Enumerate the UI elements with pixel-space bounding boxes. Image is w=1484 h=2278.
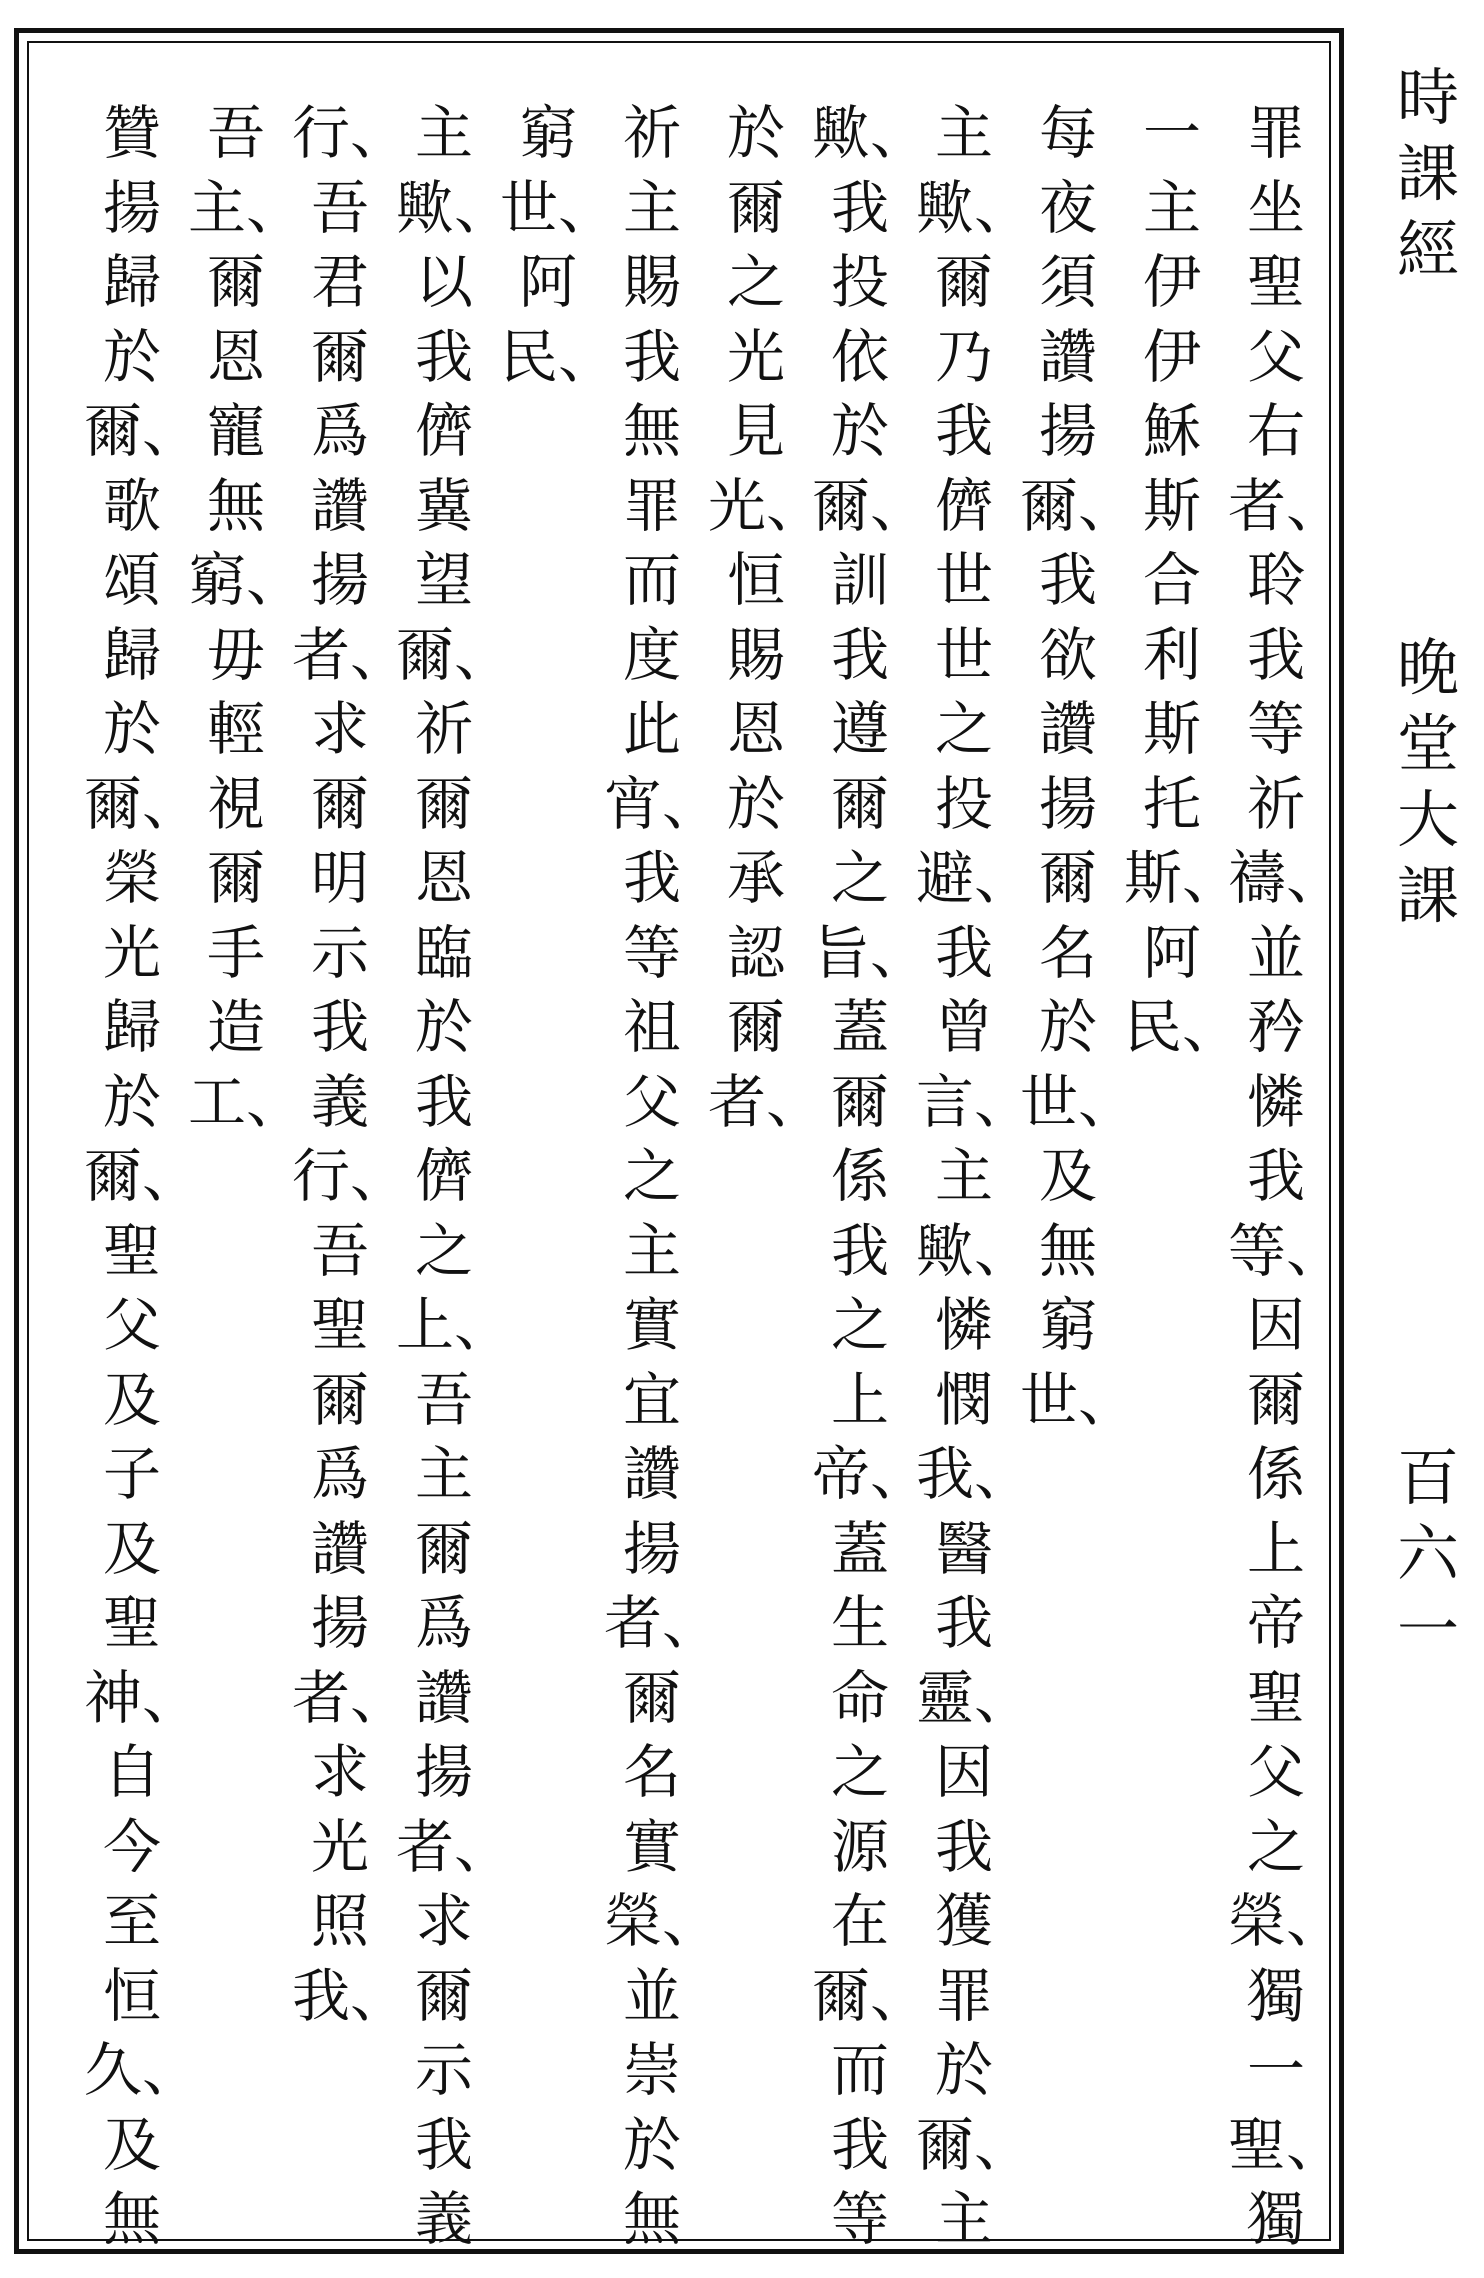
- glyph: 求: [310, 1738, 369, 1806]
- glyph: 者、: [292, 1663, 409, 1732]
- glyph: 爾: [830, 1067, 889, 1136]
- glyph: 爾、: [396, 620, 513, 689]
- glyph: 阿: [518, 248, 577, 316]
- glyph: 歟、: [916, 173, 1033, 242]
- glyph: 源: [830, 1812, 889, 1881]
- glyph: 我: [830, 173, 889, 242]
- glyph: 歟、: [916, 1216, 1033, 1285]
- glyph: 無: [1038, 1216, 1097, 1285]
- glyph: 時: [1396, 61, 1459, 134]
- glyph: 爾: [726, 173, 785, 242]
- glyph: 世: [934, 620, 993, 689]
- glyph: 大: [1396, 783, 1459, 856]
- glyph: 崇: [622, 2036, 681, 2104]
- glyph: 父: [1246, 1738, 1305, 1806]
- glyph: 主: [934, 99, 993, 167]
- glyph: 今: [102, 1812, 161, 1881]
- glyph: 祈: [414, 695, 473, 763]
- glyph: 儕: [414, 1142, 473, 1210]
- glyph: 揚: [310, 1589, 369, 1657]
- glyph: 爾: [414, 1514, 473, 1583]
- glyph: 義: [310, 1067, 369, 1136]
- glyph: 每: [1038, 99, 1097, 167]
- glyph: 於: [414, 993, 473, 1061]
- glyph: 至: [102, 1887, 161, 1955]
- glyph: 儕: [934, 471, 993, 540]
- glyph: 課: [1396, 859, 1459, 932]
- glyph: 光: [310, 1812, 369, 1881]
- glyph: 言、: [916, 1067, 1033, 1136]
- glyph: 義: [414, 2185, 473, 2253]
- glyph: 靈、: [916, 1663, 1033, 1732]
- glyph: 窮: [1038, 1291, 1097, 1359]
- margin-page-number: [1384, 1440, 1472, 1668]
- glyph: 揚: [414, 1738, 473, 1806]
- glyph: 須: [1038, 248, 1097, 316]
- glyph: 吾: [206, 99, 265, 167]
- glyph: 旨、: [812, 918, 929, 987]
- glyph: 者、: [708, 1067, 825, 1136]
- glyph: 歸: [102, 248, 161, 316]
- glyph: 揚: [310, 546, 369, 614]
- glyph: 而: [622, 546, 681, 614]
- glyph: 獲: [934, 1887, 993, 1955]
- glyph: 我: [414, 322, 473, 391]
- glyph: 上: [1246, 1514, 1305, 1583]
- glyph: 投: [830, 248, 889, 316]
- glyph: 於: [726, 769, 785, 838]
- glyph: 者、: [1228, 471, 1345, 540]
- glyph: 曾: [934, 993, 993, 1061]
- glyph: 罪: [934, 1961, 993, 2030]
- glyph: 主: [414, 99, 473, 167]
- glyph: 神、: [84, 1663, 201, 1732]
- glyph: 主: [1142, 173, 1201, 242]
- glyph: 爾: [934, 248, 993, 316]
- glyph: 之: [1246, 1812, 1305, 1881]
- glyph: 在: [830, 1887, 889, 1955]
- glyph: 及: [102, 1365, 161, 1434]
- glyph: 我: [622, 844, 681, 912]
- glyph: 名: [622, 1738, 681, 1806]
- glyph: 窮: [518, 99, 577, 167]
- glyph: 明: [310, 844, 369, 912]
- glyph: 爾: [1038, 844, 1097, 912]
- glyph: 實: [622, 1812, 681, 1881]
- glyph: 榮、: [604, 1887, 721, 1955]
- glyph: 榮: [102, 844, 161, 912]
- glyph: 遵: [830, 695, 889, 763]
- glyph: 憐: [1246, 1067, 1305, 1136]
- glyph: 夜: [1038, 173, 1097, 242]
- glyph: 恒: [726, 546, 785, 614]
- glyph: 我: [414, 1067, 473, 1136]
- glyph: 伊: [1142, 248, 1201, 316]
- glyph: 爾、: [812, 471, 929, 540]
- glyph: 世、: [500, 173, 617, 242]
- glyph: 子: [102, 1440, 161, 1508]
- glyph: 經: [1396, 213, 1459, 286]
- glyph: 讚: [1038, 695, 1097, 763]
- glyph: 求: [414, 1887, 473, 1955]
- text-column: [812, 96, 929, 2257]
- glyph: 君: [310, 248, 369, 316]
- glyph: 罪: [622, 471, 681, 540]
- glyph: 獨: [1246, 2185, 1305, 2253]
- glyph: 爾、: [812, 1961, 929, 2030]
- glyph: 爾、: [84, 397, 201, 465]
- glyph: 爾: [414, 1961, 473, 2030]
- glyph: 無: [622, 397, 681, 465]
- glyph: 爾: [206, 248, 265, 316]
- glyph: 之: [830, 844, 889, 912]
- glyph: 右: [1246, 397, 1305, 465]
- glyph: 民、: [1124, 993, 1241, 1061]
- glyph: 及: [102, 2110, 161, 2179]
- glyph: 賜: [622, 248, 681, 316]
- glyph: 一: [1396, 1593, 1459, 1666]
- glyph: 並: [1246, 918, 1305, 987]
- glyph: 吾: [310, 1216, 369, 1285]
- glyph: 恩: [206, 322, 265, 391]
- glyph: 我: [830, 620, 889, 689]
- glyph: 堂: [1396, 707, 1459, 780]
- glyph: 恒: [102, 1961, 161, 2030]
- glyph: 憫: [934, 1365, 993, 1434]
- text-column: [1020, 96, 1137, 1437]
- glyph: 示: [414, 2036, 473, 2104]
- glyph: 無: [102, 2185, 161, 2253]
- glyph: 主: [934, 2185, 993, 2253]
- glyph: 爾、: [84, 769, 201, 838]
- glyph: 祈: [1246, 769, 1305, 838]
- glyph: 聖: [1246, 1663, 1305, 1732]
- text-column: [396, 96, 513, 2257]
- text-column: [708, 96, 825, 1139]
- glyph: 民、: [500, 322, 617, 391]
- glyph: 於: [1038, 993, 1097, 1061]
- glyph: 認: [726, 918, 785, 987]
- glyph: 上、: [396, 1291, 513, 1359]
- glyph: 爾: [206, 844, 265, 912]
- glyph: 爾: [830, 769, 889, 838]
- glyph: 主: [414, 1440, 473, 1508]
- margin-book-title: [1384, 60, 1472, 288]
- glyph: 者、: [396, 1812, 513, 1881]
- glyph: 利: [1142, 620, 1201, 689]
- glyph: 托: [1142, 769, 1201, 838]
- glyph: 光、: [708, 471, 825, 540]
- glyph: 於: [934, 2036, 993, 2104]
- glyph: 蓋: [830, 1514, 889, 1583]
- text-column: [604, 96, 721, 2257]
- glyph: 讚: [622, 1440, 681, 1508]
- text-column: [1228, 96, 1345, 2257]
- glyph: 投: [934, 769, 993, 838]
- glyph: 見: [726, 397, 785, 465]
- glyph: 爾、: [916, 2110, 1033, 2179]
- glyph: 爾、: [1020, 471, 1137, 540]
- glyph: 等: [1246, 695, 1305, 763]
- glyph: 於: [102, 1067, 161, 1136]
- glyph: 斯: [1142, 695, 1201, 763]
- glyph: 爾: [1246, 1365, 1305, 1434]
- glyph: 揚: [622, 1514, 681, 1583]
- glyph: 聆: [1246, 546, 1305, 614]
- glyph: 聖、: [1228, 2110, 1345, 2179]
- glyph: 六: [1396, 1517, 1459, 1590]
- glyph: 久、: [84, 2036, 201, 2104]
- glyph: 於: [830, 397, 889, 465]
- glyph: 求: [310, 695, 369, 763]
- glyph: 望: [414, 546, 473, 614]
- glyph: 我: [934, 1812, 993, 1881]
- glyph: 揚: [1038, 397, 1097, 465]
- glyph: 及: [102, 1514, 161, 1583]
- glyph: 等: [830, 2185, 889, 2253]
- glyph: 祖: [622, 993, 681, 1061]
- glyph: 無: [206, 471, 265, 540]
- glyph: 贊: [102, 99, 161, 167]
- glyph: 百: [1396, 1441, 1459, 1514]
- glyph: 我: [934, 1589, 993, 1657]
- glyph: 之: [414, 1216, 473, 1285]
- glyph: 命: [830, 1663, 889, 1732]
- glyph: 主: [622, 1216, 681, 1285]
- glyph: 歸: [102, 993, 161, 1061]
- glyph: 賜: [726, 620, 785, 689]
- glyph: 我、: [292, 1961, 409, 2030]
- glyph: 一: [1142, 99, 1201, 167]
- glyph: 主、: [188, 173, 305, 242]
- glyph: 之: [830, 1738, 889, 1806]
- glyph: 之: [830, 1291, 889, 1359]
- glyph: 儕: [414, 397, 473, 465]
- glyph: 係: [830, 1142, 889, 1210]
- glyph: 此: [622, 695, 681, 763]
- glyph: 世: [934, 546, 993, 614]
- glyph: 承: [726, 844, 785, 912]
- glyph: 讚: [414, 1663, 473, 1732]
- glyph: 宵、: [604, 769, 721, 838]
- glyph: 一: [1246, 2036, 1305, 2104]
- glyph: 憐: [934, 1291, 993, 1359]
- glyph: 欲: [1038, 620, 1097, 689]
- glyph: 爾: [622, 1663, 681, 1732]
- glyph: 獨: [1246, 1961, 1305, 2030]
- glyph: 歟、: [812, 99, 929, 167]
- glyph: 揚: [102, 173, 161, 242]
- glyph: 我: [1246, 1142, 1305, 1210]
- glyph: 爲: [414, 1589, 473, 1657]
- glyph: 爲: [310, 397, 369, 465]
- glyph: 行、: [292, 1142, 409, 1210]
- glyph: 恩: [726, 695, 785, 763]
- glyph: 醫: [934, 1514, 993, 1583]
- glyph: 歸: [102, 620, 161, 689]
- glyph: 視: [206, 769, 265, 838]
- glyph: 窮、: [188, 546, 305, 614]
- margin-section-title: [1384, 630, 1472, 934]
- glyph: 上: [830, 1365, 889, 1434]
- glyph: 依: [830, 322, 889, 391]
- glyph: 父: [102, 1291, 161, 1359]
- glyph: 之: [622, 1142, 681, 1210]
- glyph: 度: [622, 620, 681, 689]
- glyph: 我: [830, 2110, 889, 2179]
- glyph: 頌: [102, 546, 161, 614]
- glyph: 父: [622, 1067, 681, 1136]
- glyph: 之: [726, 248, 785, 316]
- text-column: [292, 96, 409, 2033]
- glyph: 及: [1038, 1142, 1097, 1210]
- glyph: 工、: [188, 1067, 305, 1136]
- glyph: 聖: [102, 1216, 161, 1285]
- glyph: 爾: [310, 769, 369, 838]
- glyph: 讚: [1038, 322, 1097, 391]
- glyph: 歟、: [396, 173, 513, 242]
- glyph: 避、: [916, 844, 1033, 912]
- glyph: 宜: [622, 1365, 681, 1434]
- glyph: 我: [622, 322, 681, 391]
- glyph: 無: [622, 2185, 681, 2253]
- glyph: 等: [622, 918, 681, 987]
- glyph: 臨: [414, 918, 473, 987]
- glyph: 生: [830, 1589, 889, 1657]
- glyph: 帝: [1246, 1589, 1305, 1657]
- text-column: [84, 96, 201, 2257]
- text-column: [500, 96, 617, 394]
- glyph: 恩: [414, 844, 473, 912]
- glyph: 而: [830, 2036, 889, 2104]
- glyph: 爾: [310, 1365, 369, 1434]
- glyph: 罪: [1246, 99, 1305, 167]
- glyph: 行、: [292, 99, 409, 167]
- glyph: 吾: [310, 173, 369, 242]
- glyph: 於: [102, 695, 161, 763]
- glyph: 以: [414, 248, 473, 316]
- glyph: 世、: [1020, 1067, 1137, 1136]
- glyph: 乃: [934, 322, 993, 391]
- text-column: [1124, 96, 1241, 1065]
- glyph: 於: [102, 322, 161, 391]
- glyph: 寵: [206, 397, 265, 465]
- text-column: [188, 96, 305, 1139]
- glyph: 主: [934, 1142, 993, 1210]
- glyph: 我、: [916, 1440, 1033, 1508]
- glyph: 我: [414, 2110, 473, 2179]
- glyph: 我: [934, 918, 993, 987]
- glyph: 禱、: [1228, 844, 1345, 912]
- glyph: 榮、: [1228, 1887, 1345, 1955]
- glyph: 聖: [1246, 248, 1305, 316]
- glyph: 實: [622, 1291, 681, 1359]
- glyph: 我: [934, 397, 993, 465]
- glyph: 課: [1396, 137, 1459, 210]
- glyph: 我: [830, 1216, 889, 1285]
- glyph: 我: [310, 993, 369, 1061]
- glyph: 者、: [604, 1589, 721, 1657]
- glyph: 歌: [102, 471, 161, 540]
- glyph: 之: [934, 695, 993, 763]
- glyph: 斯、: [1124, 844, 1241, 912]
- glyph: 晚: [1396, 631, 1459, 704]
- glyph: 輕: [206, 695, 265, 763]
- glyph: 穌: [1142, 397, 1201, 465]
- glyph: 聖: [310, 1291, 369, 1359]
- glyph: 蓋: [830, 993, 889, 1061]
- glyph: 手: [206, 918, 265, 987]
- glyph: 造: [206, 993, 265, 1061]
- glyph: 合: [1142, 546, 1201, 614]
- glyph: 帝、: [812, 1440, 929, 1508]
- glyph: 於: [622, 2110, 681, 2179]
- glyph: 示: [310, 918, 369, 987]
- glyph: 爾、: [84, 1142, 201, 1210]
- glyph: 世、: [1020, 1365, 1137, 1434]
- glyph: 矜: [1246, 993, 1305, 1061]
- glyph: 父: [1246, 322, 1305, 391]
- glyph: 爲: [310, 1440, 369, 1508]
- glyph: 等、: [1228, 1216, 1345, 1285]
- glyph: 毋: [206, 620, 265, 689]
- glyph: 光: [726, 322, 785, 391]
- glyph: 因: [1246, 1291, 1305, 1359]
- glyph: 斯: [1142, 471, 1201, 540]
- glyph: 並: [622, 1961, 681, 2030]
- glyph: 伊: [1142, 322, 1201, 391]
- glyph: 冀: [414, 471, 473, 540]
- glyph: 讚: [310, 471, 369, 540]
- glyph: 坐: [1246, 173, 1305, 242]
- glyph: 訓: [830, 546, 889, 614]
- glyph: 吾: [414, 1365, 473, 1434]
- glyph: 因: [934, 1738, 993, 1806]
- glyph: 聖: [102, 1589, 161, 1657]
- glyph: 光: [102, 918, 161, 987]
- glyph: 係: [1246, 1440, 1305, 1508]
- glyph: 揚: [1038, 769, 1097, 838]
- glyph: 爾: [414, 769, 473, 838]
- glyph: 名: [1038, 918, 1097, 987]
- glyph: 自: [102, 1738, 161, 1806]
- glyph: 於: [726, 99, 785, 167]
- glyph: 阿: [1142, 918, 1201, 987]
- glyph: 主: [622, 173, 681, 242]
- glyph: 者、: [292, 620, 409, 689]
- text-column: [916, 96, 1033, 2257]
- glyph: 爾: [310, 322, 369, 391]
- glyph: 祈: [622, 99, 681, 167]
- glyph: 照: [310, 1887, 369, 1955]
- glyph: 我: [1246, 620, 1305, 689]
- glyph: 爾: [726, 993, 785, 1061]
- glyph: 我: [1038, 546, 1097, 614]
- glyph: 讚: [310, 1514, 369, 1583]
